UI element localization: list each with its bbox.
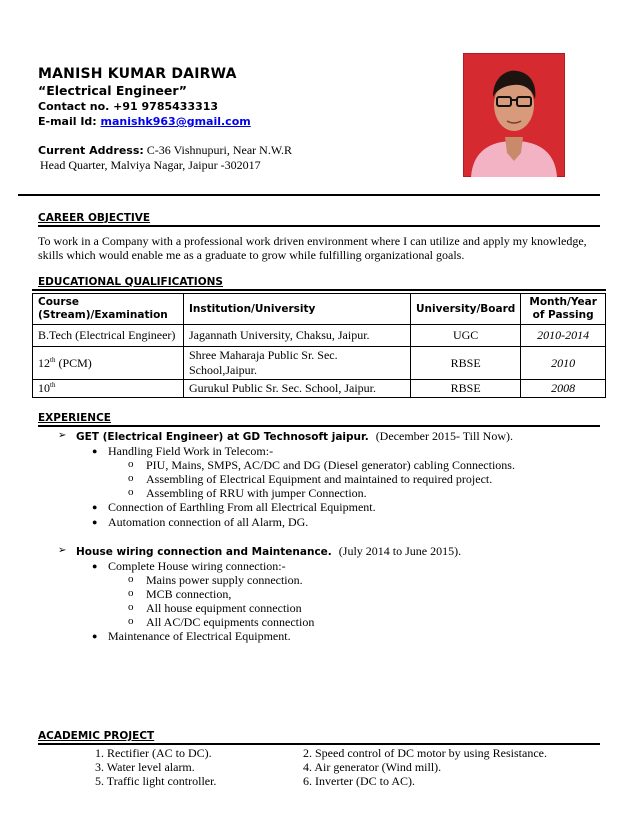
project-item: 5. Traffic light controller. [95, 774, 217, 788]
course-number: 10 [38, 381, 50, 395]
job1-sub1: PIU, Mains, SMPS, AC/DC and DG (Diesel generator) cabling Connections. [146, 458, 515, 472]
job2-item1: Complete House wiring connection:- [108, 559, 286, 573]
contact-value: +91 9785433313 [113, 100, 219, 113]
job1-title: GET (Electrical Engineer) at GD Technosoft jaipur. [76, 431, 369, 443]
email-line [38, 115, 251, 128]
bullet-icon: ● [92, 446, 98, 456]
cell-course [33, 347, 184, 380]
cell-year: 2010 [521, 347, 606, 380]
arrow-bullet-icon: ➢ [58, 430, 67, 441]
contact-line [38, 100, 218, 113]
sub-bullet-icon: o [128, 615, 134, 627]
experience-heading: EXPERIENCE [38, 412, 111, 424]
project-item: 2. Speed control of DC motor by using Resistance. [303, 746, 547, 760]
sub-bullet-icon: o [128, 573, 134, 585]
profile-photo [463, 53, 565, 177]
candidate-name: MANISH KUMAR DAIRWA [38, 66, 237, 82]
education-heading: EDUCATIONAL QUALIFICATIONS [38, 276, 223, 288]
bullet-icon: ● [92, 631, 98, 641]
header-divider [18, 194, 600, 196]
job1-dates: (December 2015- Till Now). [375, 429, 514, 443]
academic-project-rule [38, 743, 600, 745]
table-row [33, 380, 606, 398]
sub-bullet-icon: o [128, 486, 134, 498]
address-line2: Head Quarter, Malviya Nagar, Jaipur -302017 [40, 158, 261, 172]
bullet-icon: ● [92, 502, 98, 512]
education-table [32, 293, 606, 398]
job2-sub2: MCB connection, [146, 587, 232, 601]
col-year: Month/Year of Passing [521, 294, 606, 325]
career-objective-heading: CAREER OBJECTIVE [38, 212, 151, 224]
job2-item2: Maintenance of Electrical Equipment. [108, 629, 291, 643]
cell-institution: Shree Maharaja Public Sr. Sec. School,Jaipur. [184, 347, 411, 380]
sub-bullet-icon: o [128, 472, 134, 484]
address-block [38, 143, 292, 172]
col-board: University/Board [411, 294, 521, 325]
bullet-icon: ● [92, 561, 98, 571]
cell-board: RBSE [411, 347, 521, 380]
address-line1: C-36 Vishnupuri, Near N.W.R [146, 143, 293, 157]
email-label: E-mail Id: [38, 115, 97, 128]
course-sup: th [50, 355, 56, 364]
job1-heading [76, 429, 513, 444]
cell-year: 2010-2014 [521, 325, 606, 347]
cell-board: UGC [411, 325, 521, 347]
experience-rule [38, 425, 600, 427]
address-label: Current Address: [38, 144, 144, 157]
cell-year: 2008 [521, 380, 606, 398]
email-link[interactable]: manishk963@gmail.com [100, 115, 251, 128]
candidate-role: “Electrical Engineer” [38, 83, 187, 98]
education-rule [32, 289, 606, 291]
job1-sub3: Assembling of RRU with jumper Connection. [146, 486, 367, 500]
col-course: Course (Stream)/Examination [33, 294, 184, 325]
sub-bullet-icon: o [128, 458, 134, 470]
job2-heading [76, 544, 461, 559]
cell-board: RBSE [411, 380, 521, 398]
academic-project-heading: ACADEMIC PROJECT [38, 730, 155, 742]
job2-sub1: Mains power supply connection. [146, 573, 303, 587]
sub-bullet-icon: o [128, 601, 134, 613]
contact-label: Contact no. [38, 100, 110, 113]
education-header-row [33, 294, 606, 325]
project-item: 3. Water level alarm. [95, 760, 195, 774]
table-row [33, 347, 606, 380]
sub-bullet-icon: o [128, 587, 134, 599]
bullet-icon: ● [92, 517, 98, 527]
cell-institution: Jagannath University, Chaksu, Jaipur. [184, 325, 411, 347]
career-objective-text: To work in a Company with a professional work driven environment where I can utilize and apply my knowledge, skills which would enable me as a graduate to grow while fulfilling organizational goals. [38, 234, 587, 262]
cell-institution: Gurukul Public Sr. Sec. School, Jaipur. [184, 380, 411, 398]
job1-item2: Connection of Earthling From all Electrical Equipment. [108, 500, 376, 514]
project-item: 1. Rectifier (AC to DC). [95, 746, 212, 760]
career-objective-rule [38, 225, 600, 227]
job2-sub4: All AC/DC equipments connection [146, 615, 315, 629]
course-sup: th [50, 381, 56, 389]
table-row [33, 325, 606, 347]
arrow-bullet-icon: ➢ [58, 545, 67, 556]
course-number: 12 [38, 355, 50, 370]
cell-course [33, 380, 184, 398]
project-item: 6. Inverter (DC to AC). [303, 774, 415, 788]
course-suffix: (PCM) [55, 355, 92, 370]
col-institution: Institution/University [184, 294, 411, 325]
job2-title: House wiring connection and Maintenance. [76, 546, 332, 558]
job2-dates: (July 2014 to June 2015). [338, 544, 462, 558]
project-item: 4. Air generator (Wind mill). [303, 760, 442, 774]
job1-item3: Automation connection of all Alarm, DG. [108, 515, 309, 529]
job1-sub2: Assembling of Electrical Equipment and maintained to required project. [146, 472, 493, 486]
job2-sub3: All house equipment connection [146, 601, 302, 615]
job1-item1: Handling Field Work in Telecom:- [108, 444, 274, 458]
cell-course: B.Tech (Electrical Engineer) [33, 325, 184, 347]
